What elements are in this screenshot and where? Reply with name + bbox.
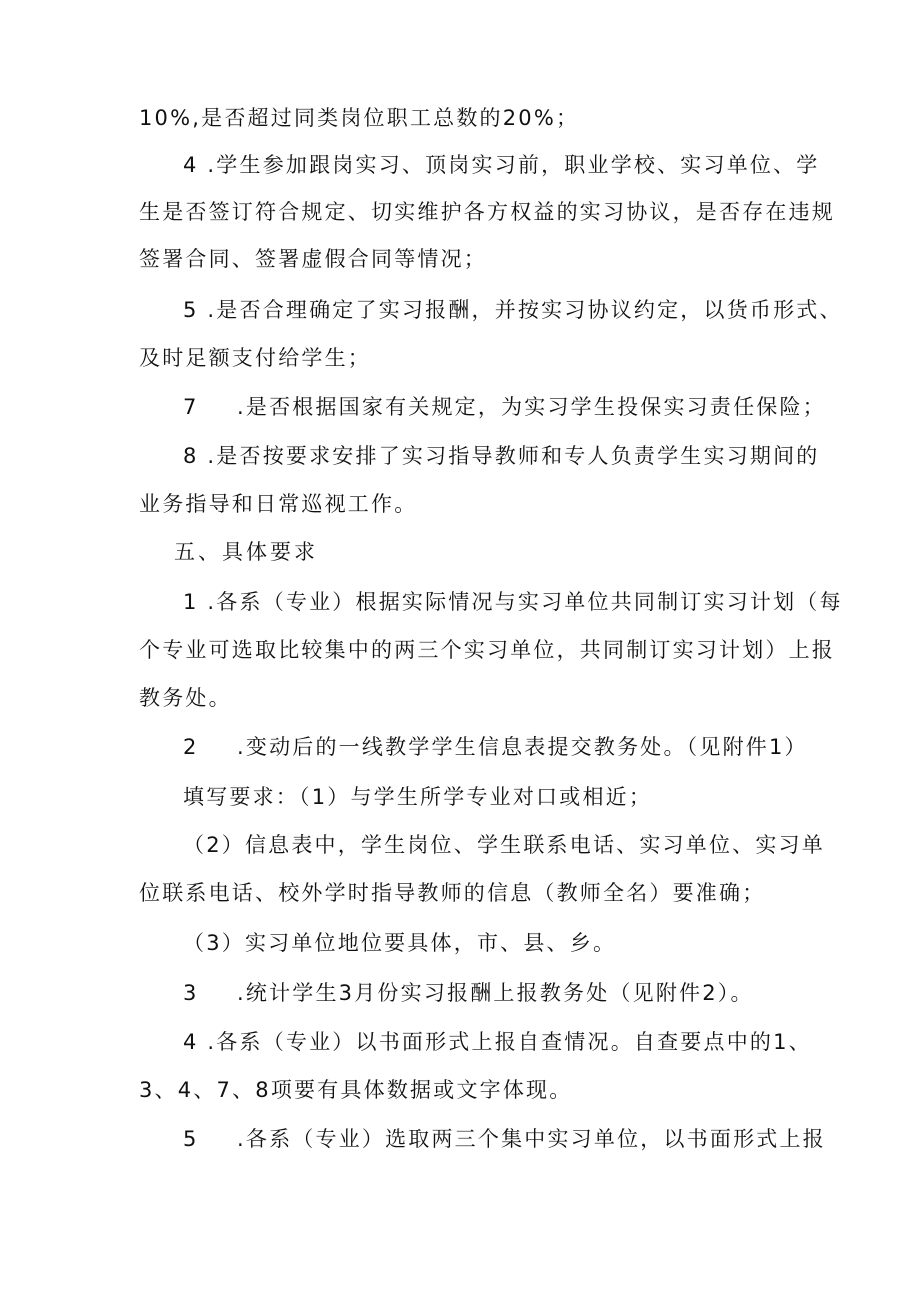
list-number: 3: [183, 981, 199, 1005]
list-number: 7: [183, 395, 199, 419]
text-line: 1 .各系（专业）根据实际情况与实习单位共同制订实习计划（每: [183, 590, 843, 614]
text-line: 4 .学生参加跟岗实习、顶岗实习前，职业学校、实习单位、学: [183, 153, 820, 177]
text-line: 及时足额支付给学生；: [139, 346, 371, 370]
text-line: 业务指导和日常巡视工作。: [139, 492, 418, 516]
text-line: 个专业可选取比较集中的两三个实习单位，共同制订实习计划）上报: [139, 638, 835, 662]
text-line: 生是否签订符合规定、切实维护各方权益的实习协议，是否存在违规: [139, 200, 835, 224]
text-line: .各系（专业）选取两三个集中实习单位，以书面形式上报: [237, 1127, 826, 1151]
text-line: .变动后的一线教学学生信息表提交教务处。（见附件1）: [237, 735, 808, 759]
section-heading: 五、具体要求: [174, 540, 318, 564]
text-line: 填写要求：（1）与学生所学专业对口或相近；: [183, 785, 653, 809]
text-line: .是否根据国家有关规定，为实习学生投保实习责任保险；: [237, 395, 826, 419]
text-line: 4 .各系（专业）以书面形式上报自查情况。自查要点中的1、: [183, 1030, 812, 1054]
text-line: 教务处。: [139, 686, 232, 710]
text-line: （3）实习单位地位要具体，市、县、乡。: [183, 931, 617, 955]
text-line: 3、4、7、8项要有具体数据或文字体现。: [139, 1078, 573, 1102]
text-line: 5 .是否合理确定了实习报酬，并按实习协议约定，以货币形式、: [183, 298, 843, 322]
text-line: 10%,是否超过同类岗位职工总数的20%；: [139, 106, 580, 130]
text-line: 签署合同、签署虚假合同等情况；: [139, 247, 487, 271]
list-number: 5: [183, 1127, 199, 1151]
text-line: 8 .是否按要求安排了实习指导教师和专人负责学生实习期间的: [183, 444, 820, 468]
list-number: 2: [183, 735, 199, 759]
text-line: .统计学生3月份实习报酬上报教务处（见附件2）。: [237, 981, 754, 1005]
text-line: （2）信息表中，学生岗位、学生联系电话、实习单位、实习单: [183, 833, 825, 857]
text-line: 位联系电话、校外学时指导教师的信息（教师全名）要准确；: [139, 881, 766, 905]
